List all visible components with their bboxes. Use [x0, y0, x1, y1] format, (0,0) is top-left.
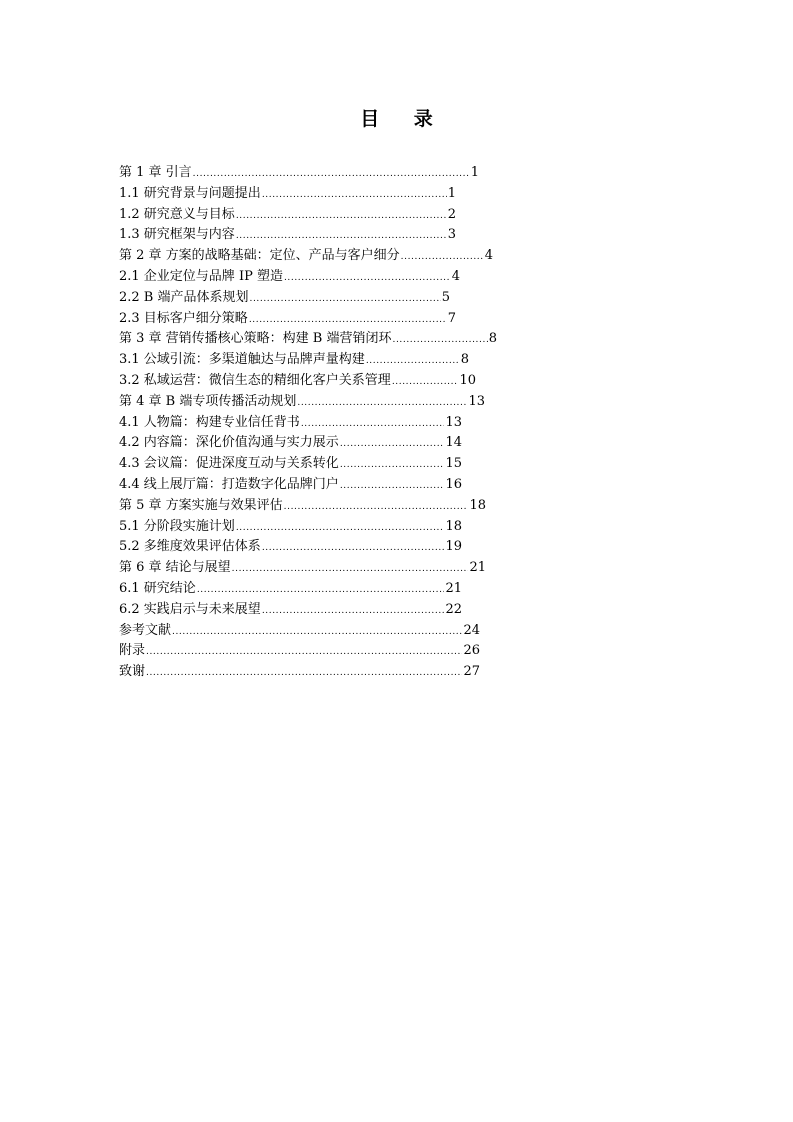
toc-leader-dots: [340, 476, 445, 497]
toc-leader-dots: [232, 559, 469, 580]
toc-entry-page: 4: [484, 248, 493, 264]
toc-entry[interactable]: [119, 558, 486, 579]
toc-entry-page: 26: [463, 643, 480, 659]
toc-leader-dots: [236, 226, 447, 247]
toc-leader-dots: [262, 185, 447, 206]
toc-entry-page: 10: [459, 372, 476, 388]
toc-entry[interactable]: [119, 392, 485, 413]
toc-leader-dots: [340, 455, 445, 476]
toc-leader-dots: [284, 497, 469, 518]
toc-entry[interactable]: [119, 579, 462, 600]
toc-entry-page: 21: [445, 580, 462, 596]
toc-entry-page: 19: [445, 539, 462, 555]
toc-entry-page: 13: [445, 414, 462, 430]
toc-entry[interactable]: [119, 329, 497, 350]
toc-entry-page: 21: [469, 560, 486, 576]
toc-leader-dots: [392, 372, 459, 393]
toc-entry-page: 8: [460, 352, 469, 368]
toc-entry[interactable]: [119, 621, 480, 642]
toc-entry[interactable]: [119, 496, 486, 517]
toc-entry-label: 4.1 人物篇：构建专业信任背书: [119, 414, 300, 430]
toc-entry[interactable]: [119, 267, 460, 288]
toc-entry-label: 5.1 分阶段实施计划: [119, 518, 235, 534]
toc-leader-dots: [236, 206, 447, 227]
toc-entry-label: 4.3 会议篇：促进深度互动与关系转化: [119, 456, 339, 472]
toc-leader-dots: [249, 310, 447, 331]
toc-entry-label: 1.1 研究背景与问题提出: [119, 185, 261, 201]
toc-entry-label: 第 6 章 结论与展望: [119, 560, 231, 576]
toc-entry[interactable]: [119, 517, 462, 538]
toc-entry-page: 24: [463, 622, 480, 638]
toc-entry[interactable]: [119, 641, 480, 662]
toc-entry-page: 1: [447, 185, 456, 201]
toc-entry-page: 16: [445, 476, 462, 492]
toc-entry-label: 第 1 章 引言: [119, 165, 192, 180]
toc-entry-page: 14: [445, 435, 462, 451]
toc-leader-dots: [284, 268, 451, 289]
toc-entry[interactable]: [119, 288, 450, 309]
toc-entry[interactable]: [119, 225, 456, 246]
toc-entry-page: 5: [441, 289, 450, 305]
toc-entry-label: 1.3 研究框架与内容: [119, 227, 235, 243]
toc-entry-page: 18: [469, 497, 486, 513]
toc-entry-label: 第 3 章 营销传播核心策略：构建 B 端营销闭环: [119, 331, 392, 347]
toc-entry-page: 4: [451, 268, 460, 284]
toc-entry-page: 3: [447, 227, 456, 243]
toc-entry-label: 第 2 章 方案的战略基础：定位、产品与客户细分: [119, 248, 400, 264]
toc-leader-dots: [197, 580, 445, 601]
table-of-contents: [119, 163, 497, 683]
toc-leader-dots: [146, 663, 462, 684]
toc-entry-page: 27: [463, 664, 480, 680]
toc-leader-dots: [401, 247, 484, 268]
toc-leader-dots: [236, 518, 445, 539]
toc-entry-label: 3.2 私域运营：微信生态的精细化客户关系管理: [119, 372, 391, 388]
toc-entry[interactable]: [119, 350, 469, 371]
toc-entry-page: 13: [468, 393, 485, 409]
toc-leader-dots: [366, 351, 460, 372]
toc-entry[interactable]: [119, 413, 462, 434]
toc-entry-page: 18: [445, 518, 462, 534]
toc-entry-label: 致谢: [119, 664, 146, 680]
toc-leader-dots: [250, 289, 441, 310]
toc-entry[interactable]: [119, 205, 456, 226]
toc-entry-label: 附录: [119, 643, 146, 659]
toc-entry-page: 22: [445, 601, 462, 617]
toc-entry-label: 6.1 研究结论: [119, 580, 196, 596]
toc-entry-label: 1.2 研究意义与目标: [119, 206, 235, 222]
toc-entry-page: 8: [488, 331, 497, 347]
toc-entry-label: 第 5 章 方案实施与效果评估: [119, 497, 283, 513]
toc-entry[interactable]: [119, 371, 476, 392]
toc-entry-label: 2.3 目标客户细分策略: [119, 310, 248, 326]
toc-entry[interactable]: [119, 184, 456, 205]
toc-entry-label: 4.4 线上展厅篇：打造数字化品牌门户: [119, 476, 339, 492]
toc-entry[interactable]: [119, 309, 456, 330]
toc-entry-label: 参考文献: [119, 622, 172, 638]
toc-entry[interactable]: [119, 433, 462, 454]
toc-entry[interactable]: [119, 475, 462, 496]
toc-leader-dots: [340, 434, 445, 455]
toc-leader-dots: [172, 622, 462, 643]
toc-entry-label: 2.2 B 端产品体系规划: [119, 289, 249, 305]
toc-entry[interactable]: [119, 163, 479, 184]
toc-entry-label: 6.2 实践启示与未来展望: [119, 601, 261, 617]
toc-entry[interactable]: [119, 454, 462, 475]
toc-entry-page: 15: [445, 456, 462, 472]
toc-entry-page: 2: [447, 206, 456, 222]
toc-entry-label: 4.2 内容篇：深化价值沟通与实力展示: [119, 435, 339, 451]
toc-entry[interactable]: [119, 246, 493, 267]
toc-entry[interactable]: [119, 662, 480, 683]
toc-leader-dots: [301, 414, 445, 435]
toc-leader-dots: [297, 393, 467, 414]
toc-leader-dots: [393, 330, 488, 351]
toc-entry-label: 第 4 章 B 端专项传播活动规划: [119, 393, 297, 409]
toc-entry-page: 1: [470, 165, 479, 180]
toc-entry-label: 2.1 企业定位与品牌 IP 塑造: [119, 268, 283, 284]
toc-entry-label: 5.2 多维度效果评估体系: [119, 539, 261, 555]
toc-leader-dots: [262, 601, 445, 622]
toc-entry[interactable]: [119, 537, 462, 558]
toc-leader-dots: [262, 538, 445, 559]
toc-leader-dots: [193, 164, 470, 185]
toc-entry-page: 7: [447, 310, 456, 326]
toc-entry-label: 3.1 公域引流：多渠道触达与品牌声量构建: [119, 352, 365, 368]
toc-leader-dots: [146, 642, 462, 663]
toc-entry[interactable]: [119, 600, 462, 621]
toc-title: 目 录: [360, 108, 447, 130]
